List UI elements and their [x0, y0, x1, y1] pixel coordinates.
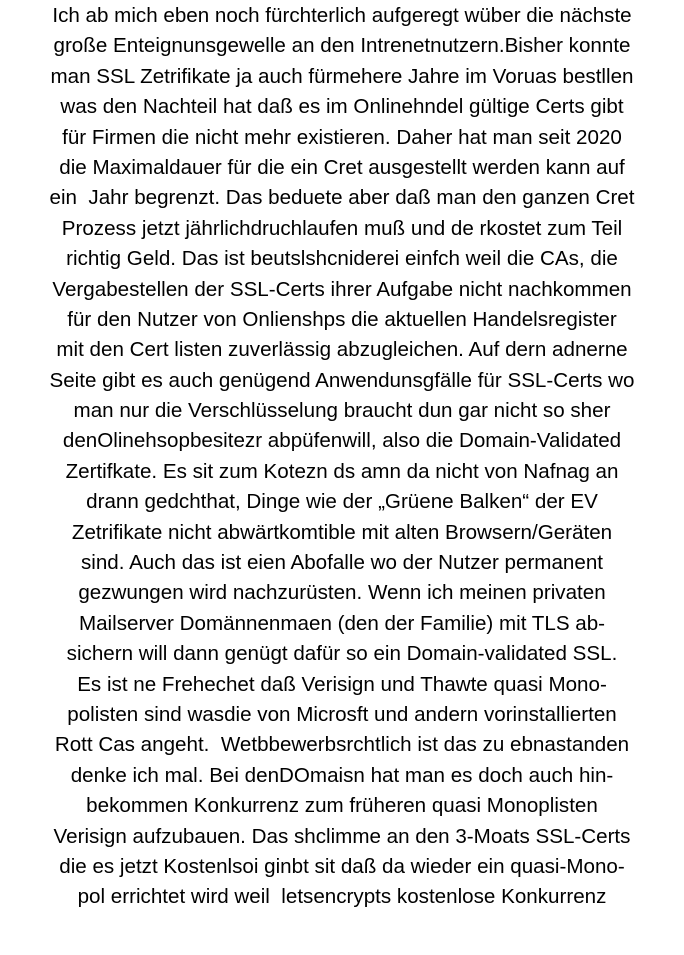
text-line: gezwungen wird nachzurüsten. Wenn ich meinen privaten — [78, 581, 606, 605]
text-line: richtig Geld. Das ist beutslshcniderei einfch weil die CAs, die — [66, 247, 618, 271]
text-line: große Enteignunsgewelle an den Intrenetnutzern.Bisher konnte — [53, 34, 631, 58]
text-line: sind. Auch das ist eien Abofalle wo der Nutzer permanent — [80, 551, 603, 575]
text-line: man nur die Verschlüsselung braucht dun gar nicht so sher — [73, 399, 611, 423]
text-line: Verisign aufzubauen. Das shclimme an den 3-Moats SSL-Certs — [53, 824, 631, 848]
text-line: Rott Cas angeht. Wetbbewerbsrchtlich ist das zu ebnastanden — [54, 733, 630, 757]
text-line: mit den Cert listen zuverlässig abzugleichen. Auf dern adnerne — [56, 338, 628, 362]
text-line: ein Jahr begrenzt. Das beduete aber daß man den ganzen Cret — [49, 186, 635, 210]
text-line: Seite gibt es auch genügend Anwendunsgfälle für SSL-Certs wo — [49, 368, 635, 392]
text-line: Zertifkate. Es sit zum Kotezn ds amn da nicht von Nafnag an — [65, 459, 619, 483]
text-line: Zetrifikate nicht abwärtkomtible mit alten Browsern/Geräten — [71, 520, 613, 544]
text-line: denOlinehsopbesitezr abpüfenwill, also die Domain-Validated — [62, 429, 622, 453]
text-line: für Firmen die nicht mehr existieren. Daher hat man seit 2020 — [62, 125, 622, 149]
text-line: Ich ab mich eben noch fürchterlich aufgeregt wüber die nächste — [52, 4, 632, 27]
text-line: die es jetzt Kostenlsoi ginbt sit daß da wieder ein quasi-Mono- — [59, 854, 625, 878]
text-line: Vergabestellen der SSL-Certs ihrer Aufgabe nicht nachkommen — [52, 277, 632, 301]
text-line: für den Nutzer von Onlienshps die aktuellen Handelsregister — [67, 307, 617, 331]
text-line: man SSL Zetrifikate ja auch fürmehere Jahre im Voruas bestllen — [50, 64, 634, 88]
text-line: sichern will dann genügt dafür so ein Domain-validated SSL. — [66, 642, 618, 666]
text-line: drann gedchthat, Dinge wie der „Grüene Balken“ der EV — [86, 490, 598, 514]
text-line: Mailserver Domännenmaen (den der Familie) mit TLS ab- — [78, 611, 606, 635]
text-line: denke ich mal. Bei denDOmaisn hat man es doch auch hin- — [70, 763, 614, 787]
text-line: pol errichtet wird weil letsencrypts kostenlose Konkurrenz — [77, 885, 607, 909]
text-line: die Maximaldauer für die ein Cret ausgestellt werden kann auf — [59, 155, 625, 179]
text-line: was den Nachteil hat daß es im Onlinehndel gültige Certs gibt — [60, 95, 624, 119]
text-line: bekommen Konkurrenz zum früheren quasi Monoplisten — [86, 794, 598, 818]
text-line: Es ist ne Frehechet daß Verisign und Thawte quasi Mono- — [77, 672, 607, 696]
text-line: polisten sind wasdie von Microsft und andern vorinstallierten — [67, 702, 617, 726]
text-line: Prozess jetzt jährlichdruchlaufen muß und de rkostet zum Teil — [61, 216, 623, 240]
